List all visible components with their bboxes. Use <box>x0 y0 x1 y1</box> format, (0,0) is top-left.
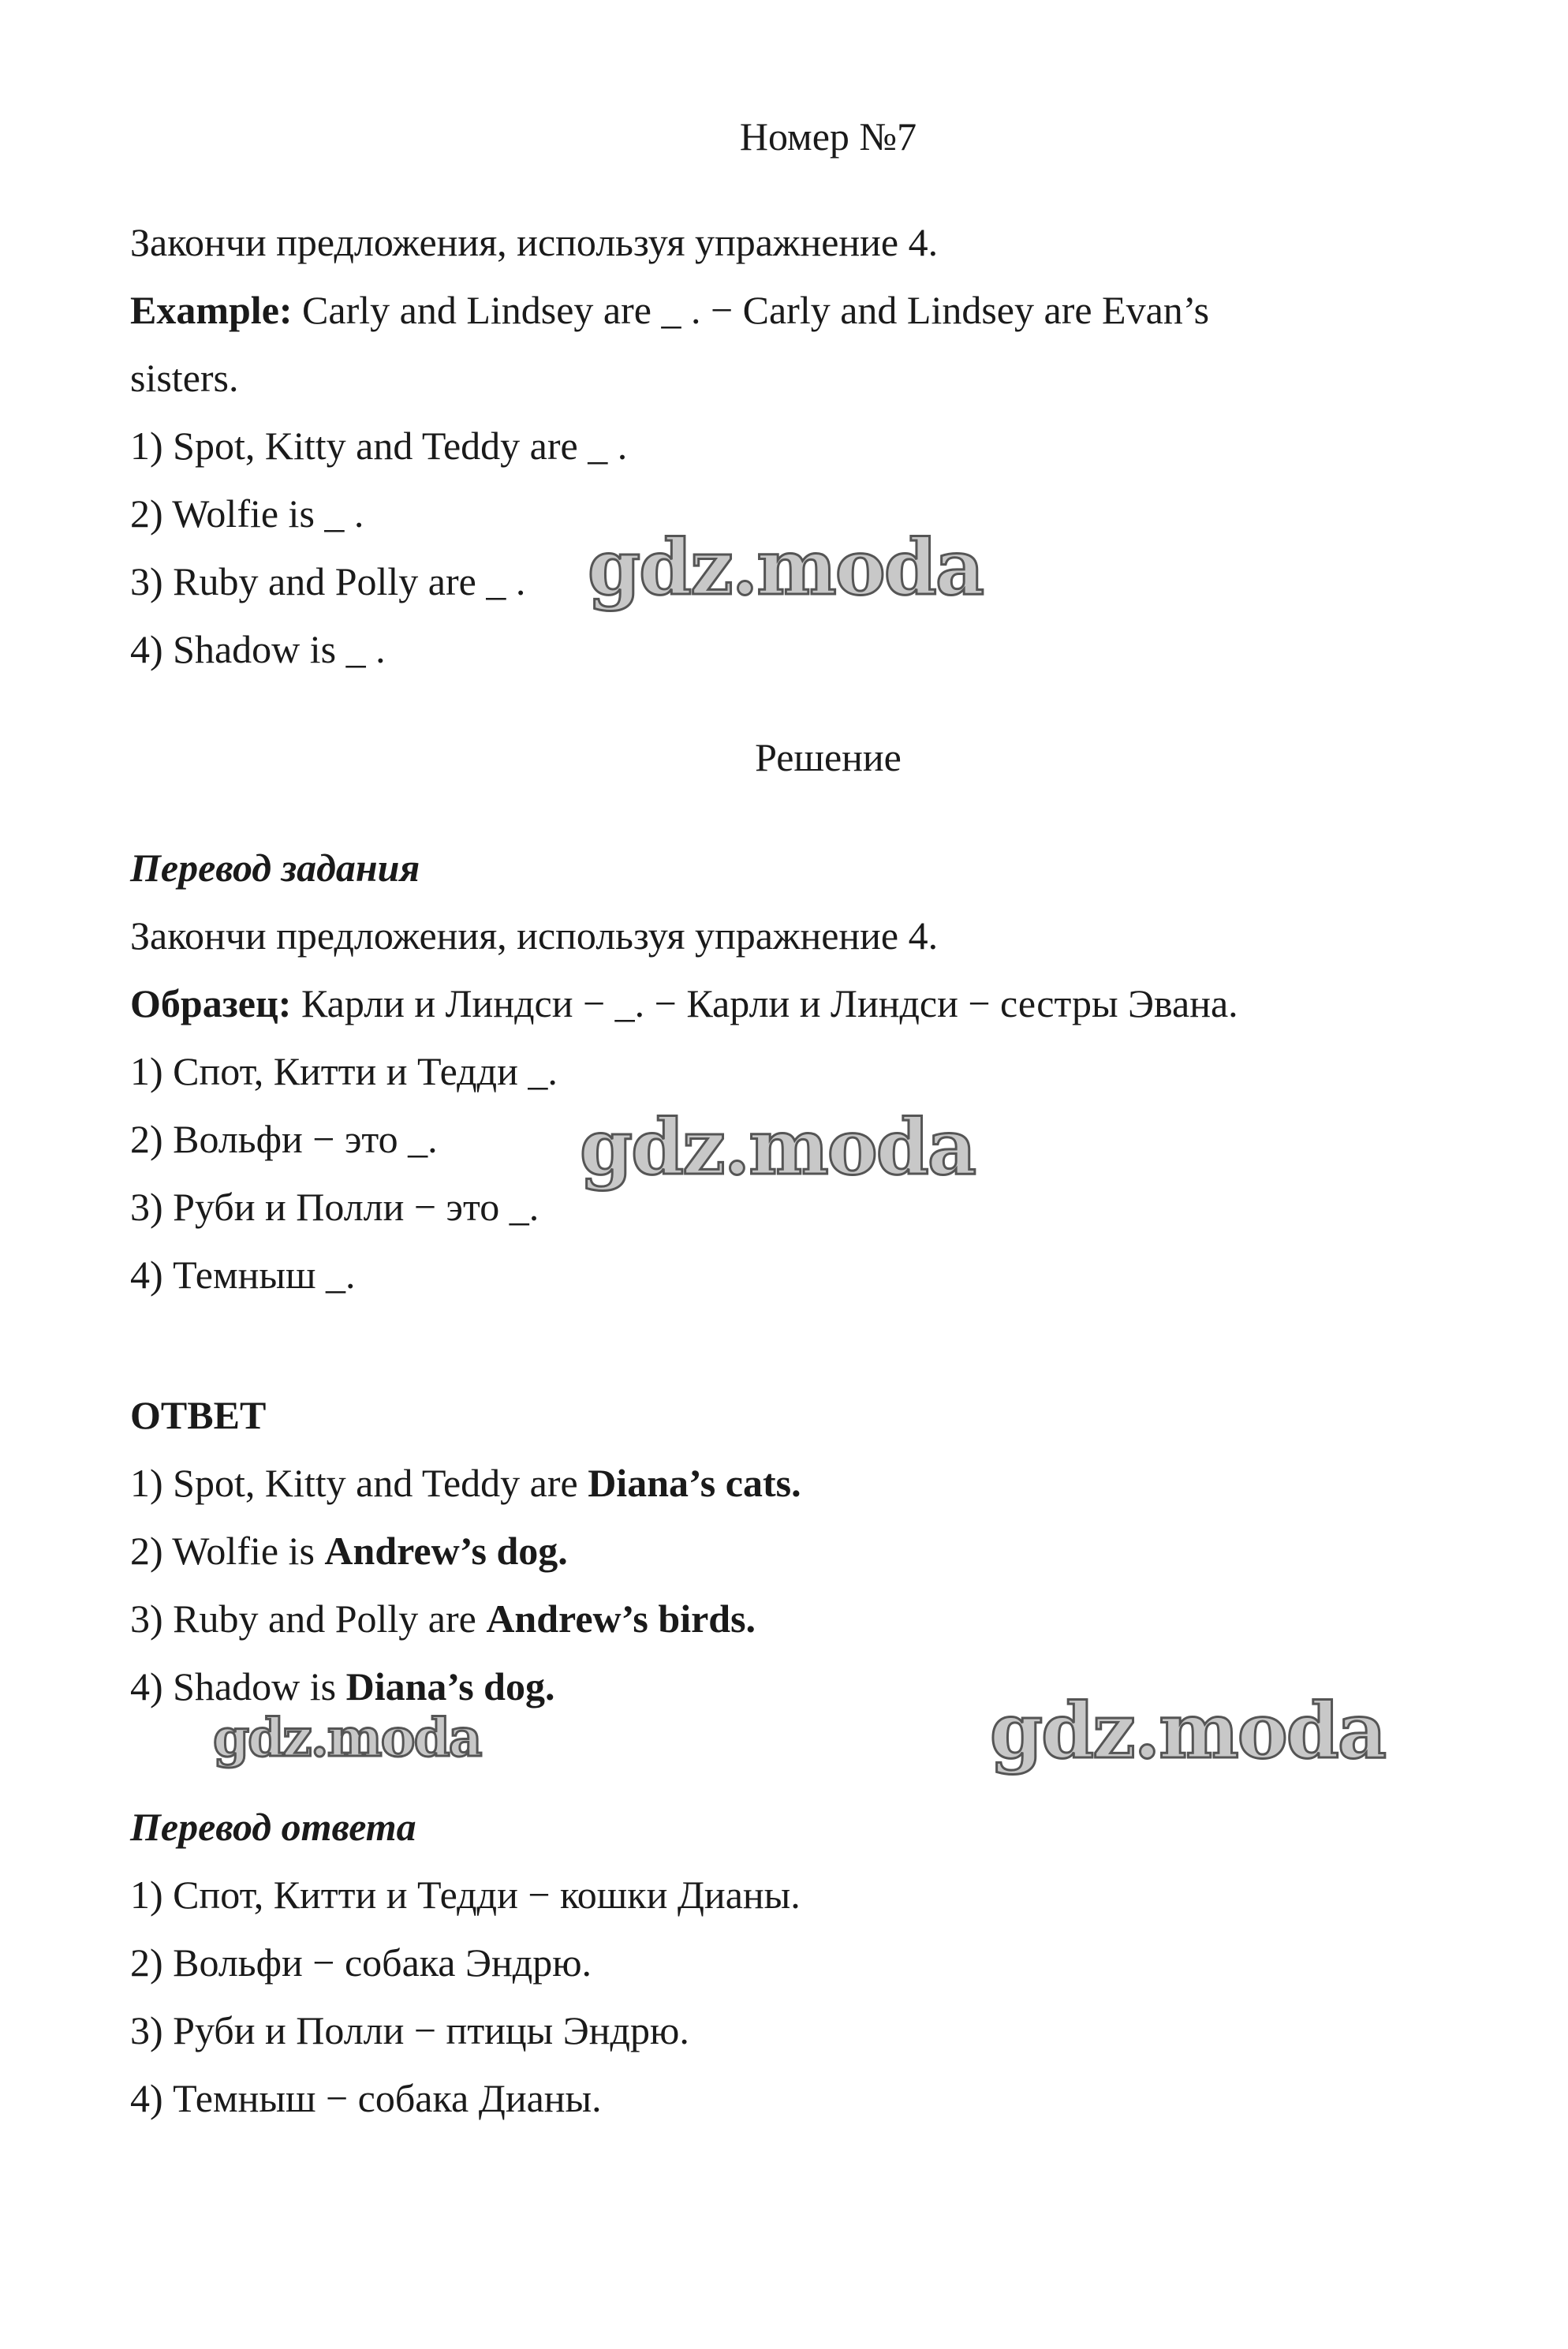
watermark: gdz.moda <box>990 1686 1386 1776</box>
translation-heading: Перевод задания <box>130 846 420 890</box>
answer-translation-heading: Перевод ответа <box>130 1805 416 1849</box>
task-example <box>130 286 1209 334</box>
task-instruction: Закончи предложения, используя упражнение 4. <box>130 220 939 264</box>
task-item-2: 2) Wolfie is _ . <box>130 491 364 536</box>
translation-item-4: 4) Темныш _. <box>130 1253 356 1297</box>
example-text: Carly and Lindsey are _ . − Carly and Lindsey are Evan’s <box>292 288 1210 332</box>
task-example-cont: sisters. <box>130 356 239 400</box>
answer-translation-item-1: 1) Спот, Китти и Тедди − кошки Дианы. <box>130 1873 801 1917</box>
answer-prefix: 3) Ruby and Polly are <box>130 1596 487 1641</box>
watermark: gdz.moda <box>213 1707 481 1768</box>
answer-value: Diana’s cats. <box>588 1461 801 1505</box>
answer-translation-item-2: 2) Вольфи − собака Эндрю. <box>130 1940 592 1985</box>
answer-prefix: 2) Wolfie is <box>130 1529 325 1573</box>
task-item-3: 3) Ruby and Polly are _ . <box>130 559 526 603</box>
answer-value: Diana’s dog. <box>345 1664 555 1709</box>
page-title: Номер №7 <box>739 114 917 159</box>
answer-translation-item-3: 3) Руби и Полли − птицы Эндрю. <box>130 2008 689 2052</box>
translation-item-2: 2) Вольфи − это _. <box>130 1117 438 1161</box>
answer-item-3 <box>130 1595 756 1642</box>
translation-instruction: Закончи предложения, используя упражнение 4. <box>130 913 939 958</box>
answer-item-1 <box>130 1459 801 1507</box>
answer-value: Andrew’s dog. <box>324 1529 568 1573</box>
solution-heading: Решение <box>755 735 902 779</box>
watermark: gdz.moda <box>588 523 984 612</box>
answer-value: Andrew’s birds. <box>486 1596 756 1641</box>
translation-example <box>130 980 1238 1027</box>
translation-item-3: 3) Руби и Полли − это _. <box>130 1185 539 1229</box>
answer-translation-item-4: 4) Темныш − собака Дианы. <box>130 2076 602 2120</box>
task-item-1: 1) Spot, Kitty and Teddy are _ . <box>130 424 628 468</box>
answer-prefix: 1) Spot, Kitty and Teddy are <box>130 1461 588 1505</box>
answer-item-2 <box>130 1527 568 1574</box>
example-label: Example: <box>130 288 293 332</box>
task-item-4: 4) Shadow is _ . <box>130 627 386 671</box>
translation-item-1: 1) Спот, Китти и Тедди _. <box>130 1049 558 1093</box>
answer-prefix: 4) Shadow is <box>130 1664 346 1709</box>
answer-heading: ОТВЕТ <box>130 1393 267 1437</box>
answer-item-4 <box>130 1663 554 1710</box>
translation-example-label: Образец: <box>130 981 292 1025</box>
translation-example-text: Карли и Линдси − _. − Карли и Линдси − сестры Эвана. <box>291 981 1238 1025</box>
watermark: gdz.moda <box>580 1103 976 1192</box>
